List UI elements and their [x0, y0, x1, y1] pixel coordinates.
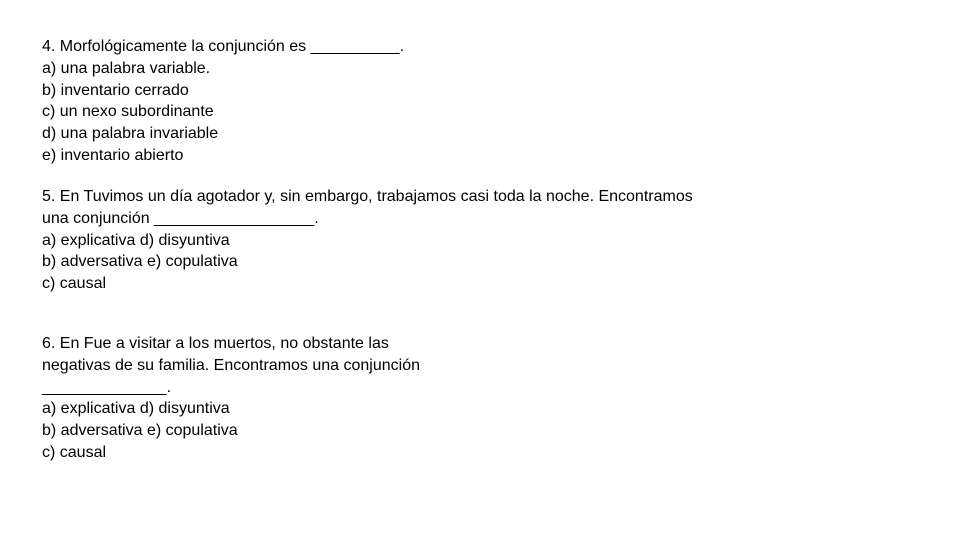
- question-4-option-d: d) una palabra invariable: [42, 125, 219, 143]
- question-6-stem-line-1: 6. En Fue a visitar a los muertos, no obstante las: [42, 335, 389, 352]
- question-5-options-b-e: b) adversativa e) copulativa: [42, 253, 238, 271]
- question-6-options-a-d: a) explicativa d) disyuntiva: [42, 400, 230, 418]
- question-5-options-a-d: a) explicativa d) disyuntiva: [42, 231, 230, 249]
- question-4-option-b: b) inventario cerrado: [42, 81, 189, 99]
- question-5-option-c: c) causal: [42, 275, 107, 293]
- question-5-stem-line-2: una conjunción __________________.: [42, 209, 319, 227]
- question-4: [42, 36, 404, 167]
- question-4-option-c: c) un nexo subordinante: [42, 103, 214, 121]
- question-6-options-b-e: b) adversativa e) copulativa: [42, 422, 238, 440]
- question-5: [42, 186, 693, 295]
- question-6-blank: ______________.: [42, 378, 172, 396]
- question-5-stem-line-1: 5. En Tuvimos un día agotador y, sin embargo, trabajamos casi toda la noche. Encontramos: [42, 188, 693, 205]
- question-4-option-e: e) inventario abierto: [42, 146, 184, 164]
- question-4-option-a: a) una palabra variable.: [42, 59, 211, 77]
- question-4-stem: 4. Morfológicamente la conjunción es __________.: [42, 38, 405, 55]
- question-6: [42, 333, 420, 464]
- question-6-option-c: c) causal: [42, 443, 107, 461]
- question-6-stem-line-2: negativas de su familia. Encontramos una conjunción: [42, 356, 420, 374]
